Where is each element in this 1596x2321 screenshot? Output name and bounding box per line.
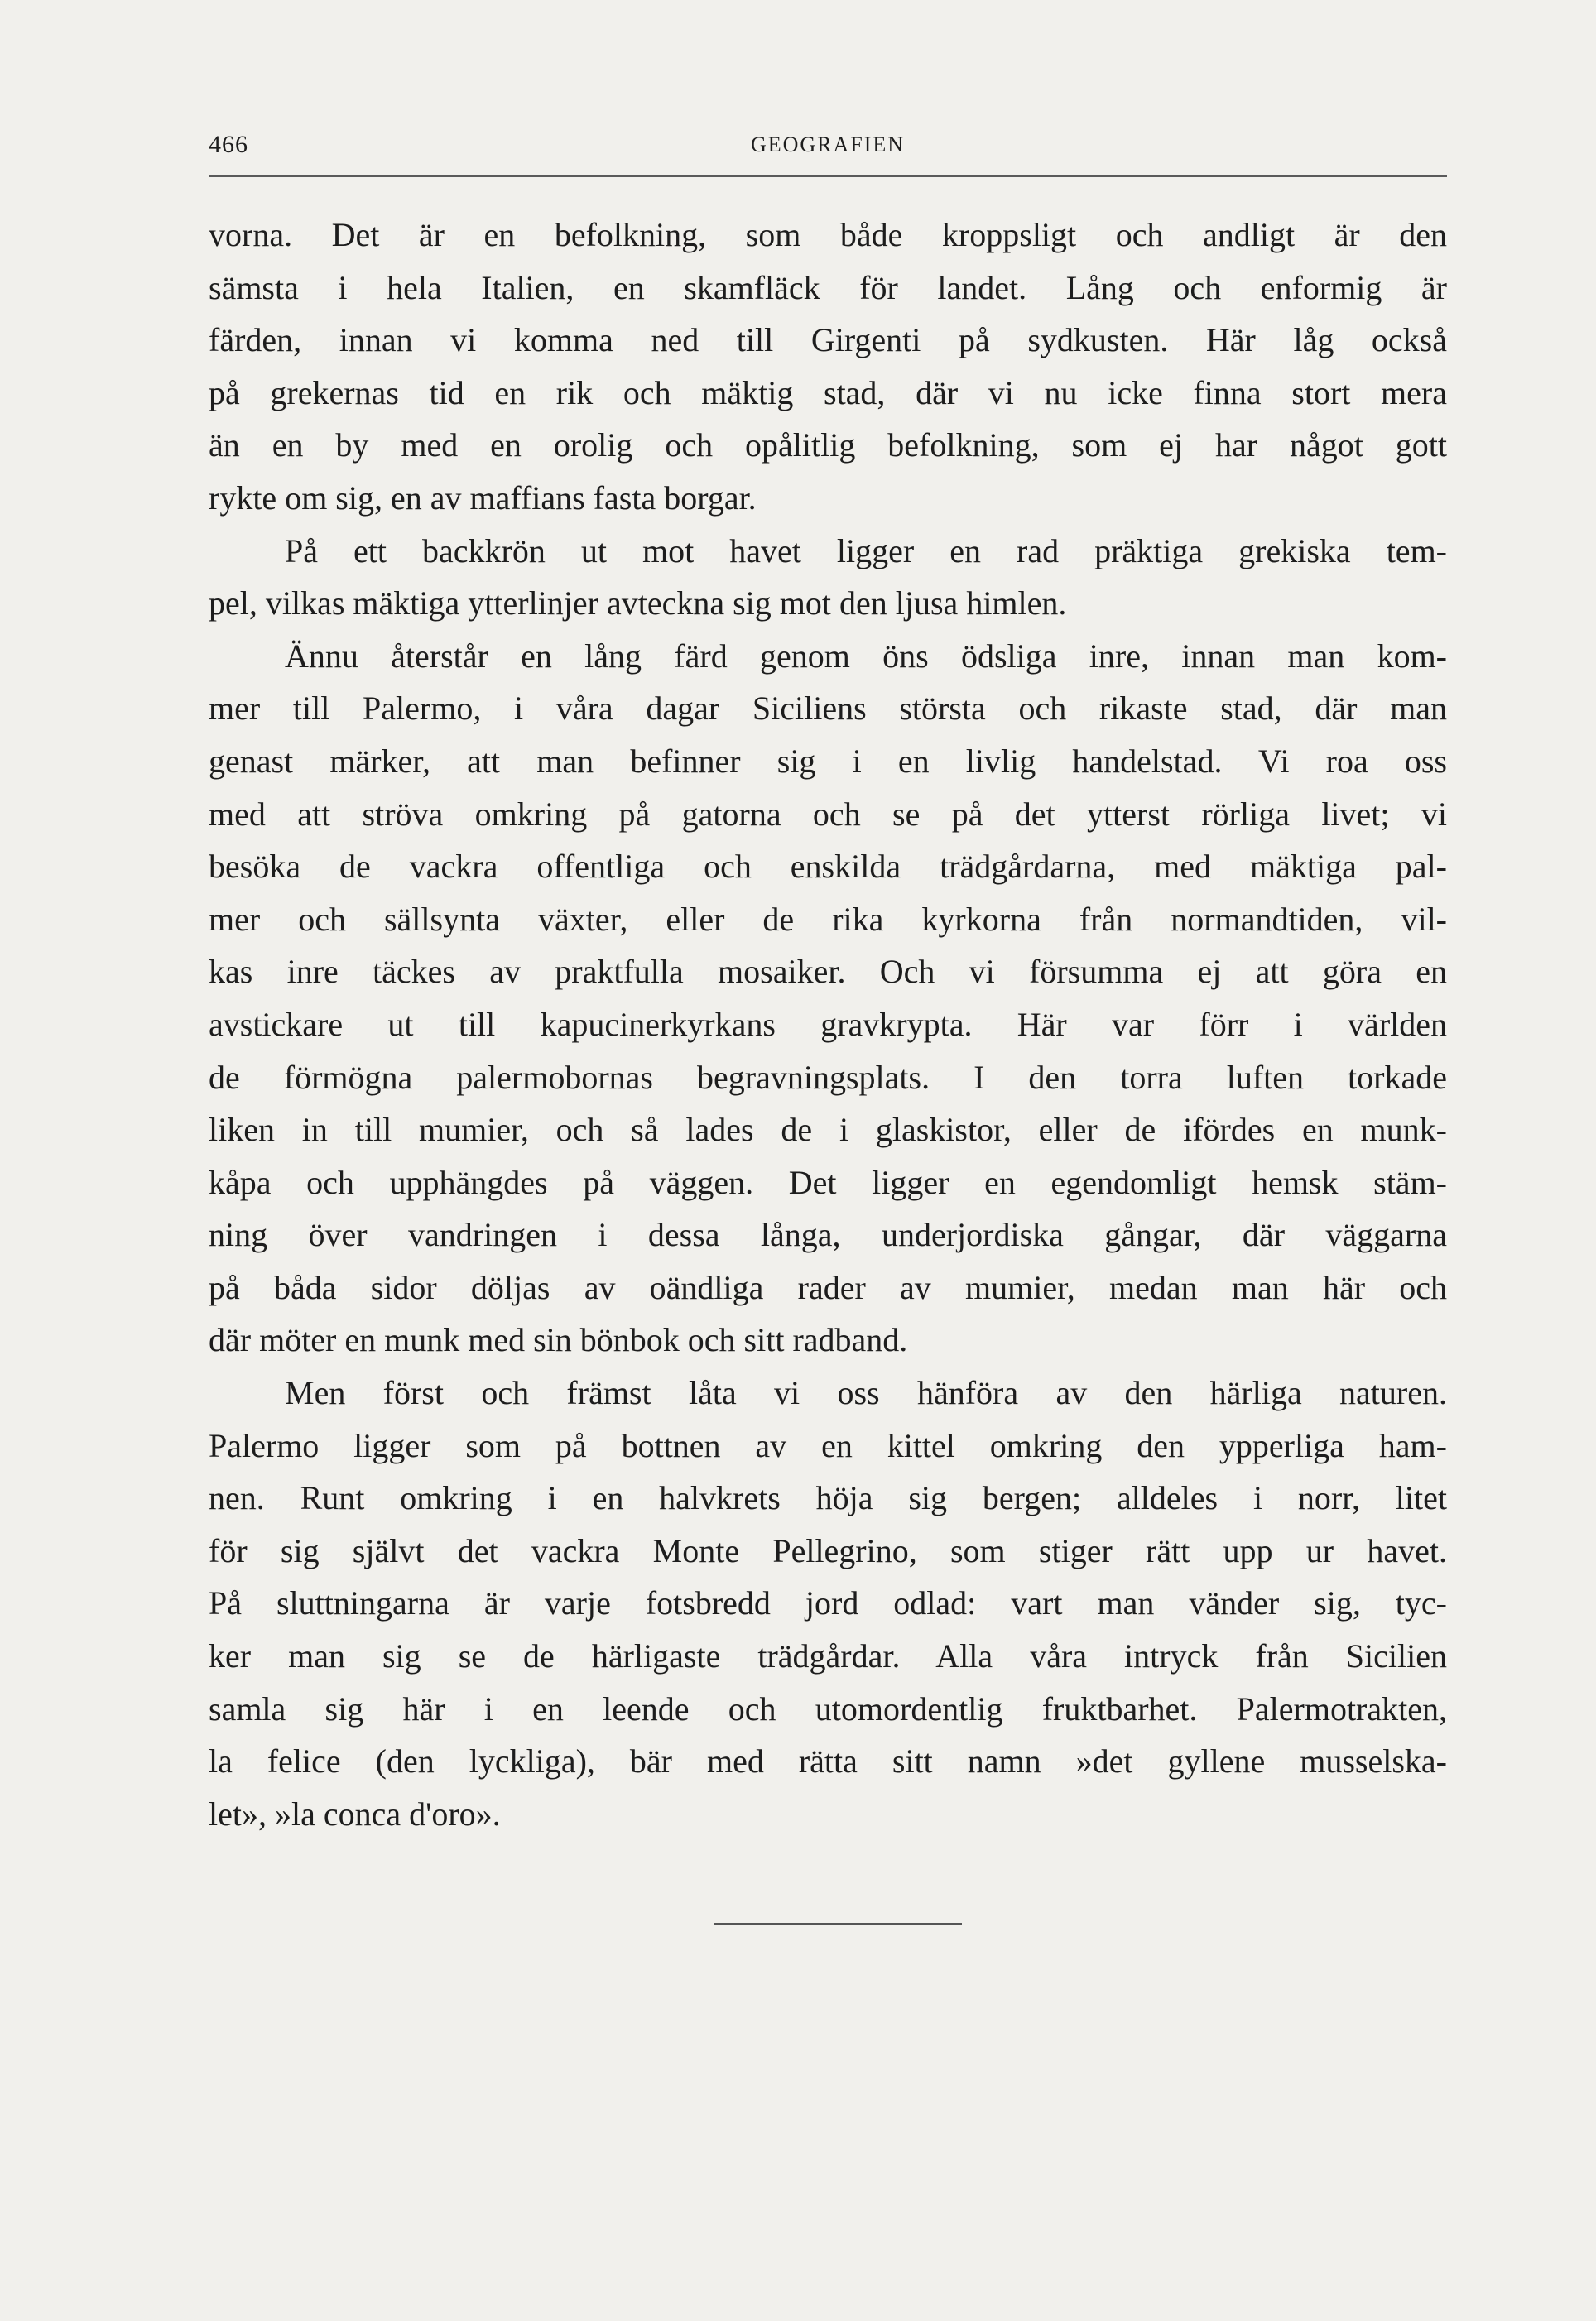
- text-line: nen. Runt omkring i en halvkrets höja sig bergen; alldeles i norr, litet: [209, 1479, 1447, 1517]
- text-line: pel, vilkas mäktiga ytterlinjer avteckna sig mot den ljusa himlen.: [209, 584, 1067, 622]
- text-line: Ännu återstår en lång färd genom öns ödsliga inre, innan man kom-: [285, 637, 1447, 675]
- text-line: med att ströva omkring på gatorna och se på det ytterst rörliga livet; vi: [209, 795, 1447, 833]
- text-line: samla sig här i en leende och utomordentlig fruktbarhet. Palermotrakten,: [209, 1689, 1447, 1728]
- text-line: mer och sällsynta växter, eller de rika kyrkorna från normandtiden, vil-: [209, 900, 1447, 938]
- header-rule: [209, 175, 1447, 177]
- text-line: Palermo ligger som på bottnen av en kittel omkring den ypperliga ham-: [209, 1426, 1447, 1464]
- page-header: [209, 124, 1447, 171]
- text-line: vorna. Det är en befolkning, som både kroppsligt och andligt är den: [209, 216, 1447, 253]
- text-line: än en by med en orolig och opålitlig befolkning, som ej har något gott: [209, 426, 1447, 464]
- text-line: Men först och främst låta vi oss hänföra av den härliga naturen.: [285, 1374, 1447, 1412]
- text-line: för sig självt det vackra Monte Pellegrino, som stiger rätt upp ur havet.: [209, 1531, 1447, 1569]
- text-line: På ett backkrön ut mot havet ligger en rad präktiga grekiska tem-: [285, 531, 1447, 569]
- running-head: GEOGRAFIEN: [750, 132, 906, 156]
- text-line: På sluttningarna är varje fotsbredd jord odlad: vart man vänder sig, tyc-: [209, 1584, 1447, 1622]
- text-line: på grekernas tid en rik och mäktig stad, där vi nu icke finna stort mera: [209, 373, 1447, 411]
- text-line: kas inre täckes av praktfulla mosaiker. Och vi försumma ej att göra en: [209, 953, 1447, 991]
- text-line: på båda sidor döljas av oändliga rader av mumier, medan man här och: [209, 1268, 1447, 1306]
- text-line: avstickare ut till kapucinerkyrkans gravkrypta. Här var förr i världen: [209, 1005, 1447, 1043]
- text-line: där möter en munk med sin bönbok och sitt radband.: [209, 1321, 908, 1359]
- body-text: [209, 209, 1447, 1939]
- text-line: sämsta i hela Italien, en skamfläck för landet. Lång och enformig är: [209, 268, 1447, 306]
- text-line: färden, innan vi komma ned till Girgenti på sydkusten. Här låg också: [209, 321, 1447, 359]
- text-line: liken in till mumier, och så lades de i glaskistor, eller de ifördes en munk-: [209, 1111, 1447, 1149]
- text-line: la felice (den lyckliga), bär med rätta sitt namn »det gyllene musselska-: [209, 1742, 1447, 1780]
- text-line: let», »la conca d'oro».: [209, 1795, 501, 1833]
- page-number: 466: [209, 131, 248, 158]
- text-line: genast märker, att man befinner sig i en livlig handelstad. Vi roa oss: [209, 742, 1447, 780]
- text-line: besöka de vackra offentliga och enskilda trädgårdarna, med mäktiga pal-: [209, 848, 1447, 886]
- text-line: de förmögna palermobornas begravningsplats. I den torra luften torkade: [209, 1058, 1447, 1096]
- text-line: ker man sig se de härligaste trädgårdar. Alla våra intryck från Sicilien: [209, 1637, 1447, 1675]
- text-line: mer till Palermo, i våra dagar Siciliens största och rikaste stad, där man: [209, 690, 1447, 728]
- text-line: kåpa och upphängdes på väggen. Det ligger en egendomligt hemsk stäm-: [209, 1163, 1447, 1201]
- text-line: ning över vandringen i dessa långa, underjordiska gångar, där väggarna: [209, 1216, 1447, 1254]
- end-spacer: [209, 1840, 1447, 1939]
- end-rule: [714, 1923, 962, 1925]
- text-line: rykte om sig, en av maffians fasta borgar.: [209, 478, 757, 517]
